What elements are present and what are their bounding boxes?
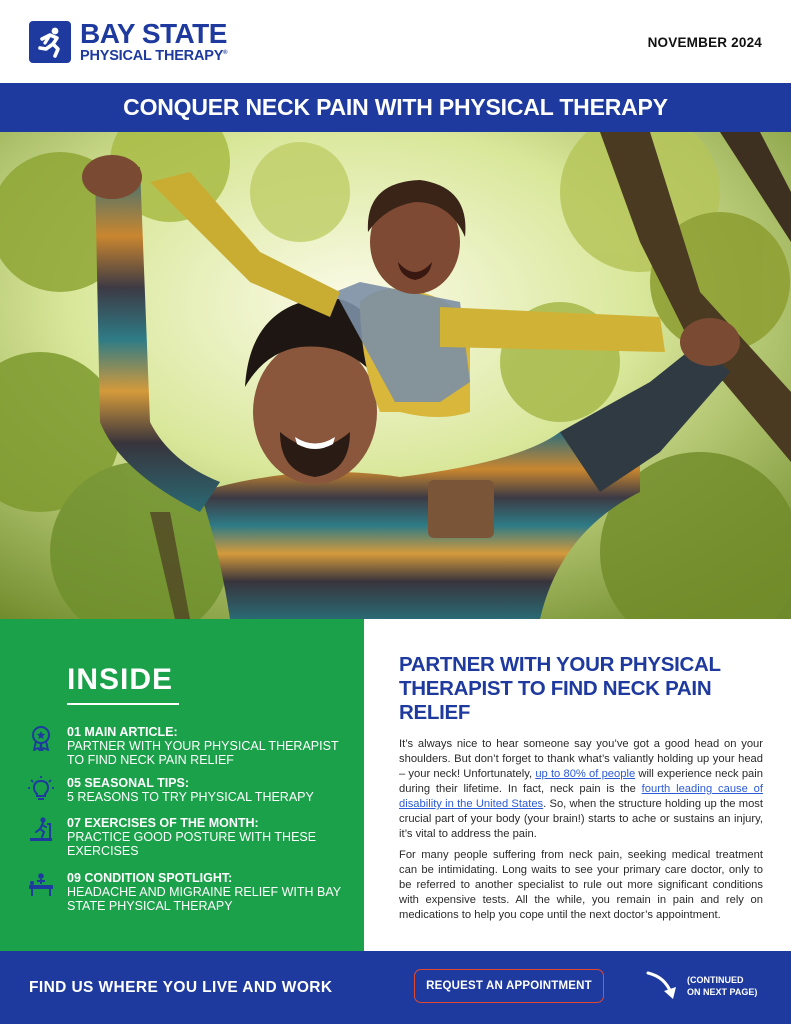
paragraph-text: will experience neck pain during their lifetime. In fact, neck pain is the xyxy=(399,768,763,795)
request-appointment-button[interactable]: REQUEST AN APPOINTMENT xyxy=(414,969,604,1003)
disability-cause-link[interactable]: fourth leading cause of disability in the United States xyxy=(399,783,764,810)
article-paragraph-1 xyxy=(399,737,763,842)
award-ribbon-icon xyxy=(28,725,54,751)
brand-subname: PHYSICAL THERAPY xyxy=(80,48,224,64)
issue-date: NOVEMBER 2024 xyxy=(647,35,762,50)
continued-line: (CONTINUED xyxy=(687,975,744,985)
title-banner xyxy=(0,83,791,132)
toc-subtitle: PARTNER WITH YOUR PHYSICAL THERAPIST TO FIND NECK PAIN RELIEF xyxy=(67,739,339,767)
massage-table-icon xyxy=(28,871,54,897)
brand-logo[interactable] xyxy=(29,20,227,64)
toc-heading: 05 SEASONAL TIPS: xyxy=(67,776,190,790)
toc-subtitle: HEADACHE AND MIGRAINE RELIEF WITH BAY STATE PHYSICAL THERAPY xyxy=(67,885,341,913)
newsletter-title: CONQUER NECK PAIN WITH PHYSICAL THERAPY xyxy=(123,94,668,120)
hero-photo xyxy=(0,132,791,619)
toc-heading: 07 EXERCISES OF THE MONTH: xyxy=(67,816,259,830)
paragraph-text: . So, when the structure holding up the most crucial part of your body (your brain!) starts to ache or sustains an injury, it’s vital to address the pain. xyxy=(399,798,764,840)
statistic-link[interactable]: up to 80% of people xyxy=(535,768,636,780)
article-paragraph-2: For many people suffering from neck pain, seeking medical treatment can be intimidating. Long waits to see your primary care doctor, only to be referred to another specialist to rule out more significant conditions with expensive tests. All the while, you remain in pain and rely on medications to help you cope until the next doctor’s appointment. xyxy=(399,849,763,921)
toc-heading: 09 CONDITION SPOTLIGHT: xyxy=(67,871,233,885)
runner-logo-icon xyxy=(29,21,71,63)
brand-name: BAY STATE xyxy=(80,18,227,49)
registered-mark: ® xyxy=(223,50,228,57)
toc-heading: 01 MAIN ARTICLE: xyxy=(67,725,178,739)
inside-heading: INSIDE xyxy=(67,663,174,696)
toc-subtitle: PRACTICE GOOD POSTURE WITH THESE EXERCISES xyxy=(67,830,317,858)
curved-arrow-icon xyxy=(645,969,681,1003)
lightbulb-icon xyxy=(28,776,54,802)
paragraph-text: It’s always nice to hear someone say you’ve got a good head on your shoulders. But don’t forget to thank what’s valiantly holding up your head – your neck! Unfortunately, xyxy=(399,738,763,780)
header xyxy=(0,0,791,83)
continued-note[interactable] xyxy=(687,974,757,998)
footer-bar xyxy=(0,951,791,1024)
toc-item-exercises[interactable] xyxy=(28,816,348,858)
toc-item-condition-spotlight[interactable] xyxy=(28,871,348,913)
heading-divider xyxy=(67,703,179,705)
toc-subtitle: 5 REASONS TO TRY PHYSICAL THERAPY xyxy=(67,790,314,804)
toc-item-seasonal-tips[interactable] xyxy=(28,776,348,804)
treadmill-icon xyxy=(28,816,54,842)
toc-item-main-article[interactable] xyxy=(28,725,348,767)
inside-panel xyxy=(0,619,364,951)
article-title: PARTNER WITH YOUR PHYSICAL THERAPIST TO FIND NECK PAIN RELIEF xyxy=(399,653,721,724)
find-us-text: FIND US WHERE YOU LIVE AND WORK xyxy=(29,979,333,996)
main-article xyxy=(364,619,791,951)
continued-line: ON NEXT PAGE) xyxy=(687,987,758,997)
